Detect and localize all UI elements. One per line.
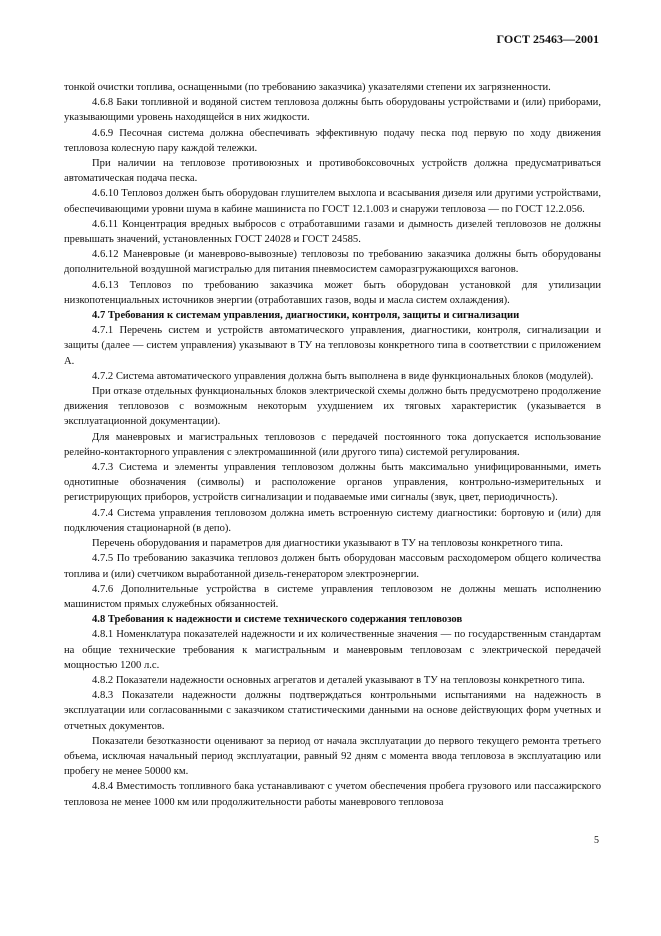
paragraph: 4.8.2 Показатели надежности основных агрегатов и деталей указывают в ТУ на тепловозы конкретного типа. bbox=[92, 674, 585, 686]
page-header-standard: ГОСТ 25463—2001 bbox=[496, 32, 599, 46]
paragraph: 4.8.4 Вместимость топливного бака устанавливают с учетом обеспечения пробега грузового или пассажирского тепловоза не менее 1000 км или продолжительности работы маневрового тепловоза bbox=[64, 781, 601, 808]
paragraph: 4.7.1 Перечень систем и устройств автоматического управления, диагностики, контроля, сигнализации и защиты (далее — систем управления) указывают в ТУ на тепловозы конкретного типа в соответствии с приложением А. bbox=[64, 325, 601, 367]
paragraph: 4.7.5 По требованию заказчика тепловоз должен быть оборудован массовым расходомером общего количества топлива и (или) счетчиком выработанной дизель-генератором электроэнергии. bbox=[64, 553, 601, 580]
paragraph: 4.8.3 Показатели надежности должны подтверждаться контрольными испытаниями на надежность в эксплуатации или согласованными с заказчиком статистическими данными на основе действующих форм учетных и отчетных документов. bbox=[64, 690, 601, 732]
paragraph: 4.6.8 Баки топливной и водяной систем тепловоза должны быть оборудованы устройствами и (или) приборами, указывающими уровень находящейся в них жидкости. bbox=[64, 97, 601, 124]
paragraph: 4.6.12 Маневровые (и маневрово-вывозные) тепловозы по требованию заказчика должны быть оборудованы дополнительной воздушной магистралью для питания пневмосистем саморазгружающихся вагонов. bbox=[64, 249, 601, 276]
paragraph: Для маневровых и магистральных тепловозов с передачей постоянного тока допускается использование релейно-контакторного управления с электромашинной (или другого типа) системой регулирования. bbox=[64, 431, 601, 458]
page-number: 5 bbox=[594, 835, 599, 846]
paragraph: 4.6.9 Песочная система должна обеспечивать эффективную подачу песка под первую по ходу движения тепловоза колесную пару каждой тележки. bbox=[64, 127, 601, 154]
paragraph: 4.8.1 Номенклатура показателей надежности и их количественные значения — по государственным стандартам на общие технические требования к магистральным и маневровым тепловозам с электрической передачей мощностью 1200 л.с. bbox=[64, 629, 601, 671]
paragraph: 4.6.11 Концентрация вредных выбросов с отработавшими газами и дымность дизелей тепловозов не должны превышать значений, установленных ГОСТ 24028 и ГОСТ 24585. bbox=[64, 218, 601, 246]
paragraph: 4.6.13 Тепловоз по требованию заказчика может быть оборудован установкой для утилизации низкопотенциальных источников энергии (отработавших газов, воды и масла систем охлаждения). bbox=[64, 279, 601, 306]
paragraph: 4.7.2 Система автоматического управления должна быть выполнена в виде функциональных блоков (модулей). bbox=[92, 370, 594, 382]
paragraph: При наличии на тепловозе противоюзных и противобоксовочных устройств должна предусматриваться автоматическая подача песка. bbox=[64, 158, 601, 185]
paragraph: 4.7.4 Система управления тепловозом должна иметь встроенную систему диагностики: бортовую и (или) для подключения стационарной (в депо). bbox=[64, 507, 601, 534]
paragraph: 4.6.10 Тепловоз должен быть оборудован глушителем выхлопа и всасывания дизеля или другими устройствами, обеспечивающими уровни шума в кабине машиниста по ГОСТ 12.1.003 и снаружи тепловоза — по ГОСТ 12.2.056. bbox=[64, 188, 601, 215]
paragraph: Показатели безотказности оценивают за период от начала эксплуатации до первого текущего ремонта третьего объема, исключая начальный период эксплуатации, равный 92 дням с момента ввода тепловоза в эксплуатацию или пробегу не менее 50000 км. bbox=[64, 735, 601, 778]
document-body bbox=[64, 80, 601, 810]
paragraph: Перечень оборудования и параметров для диагностики указывают в ТУ на тепловозы конкретного типа. bbox=[92, 538, 563, 550]
section-heading: 4.8 Требования к надежности и системе технического содержания тепловозов bbox=[92, 614, 463, 626]
paragraph: 4.7.3 Система и элементы управления тепловозом должны быть максимально унифицированными, иметь однотипные обозначения (символы) и расположение органов управления, контрольно-измерительных и регистрирующих приборов, устройств сигнализации и подаваемые ими сигналы (звук, цвет, периодичность). bbox=[64, 462, 601, 504]
paragraph: 4.7.6 Дополнительные устройства в системе управления тепловозом не должны мешать исполнению машинистом прямых служебных обязанностей. bbox=[64, 583, 601, 610]
paragraph: тонкой очистки топлива, оснащенными (по требованию заказчика) указателями степени их загрязненности. bbox=[64, 82, 551, 93]
section-heading: 4.7 Требования к системам управления, диагностики, контроля, защиты и сигнализации bbox=[92, 310, 520, 322]
paragraph: При отказе отдельных функциональных блоков электрической схемы должно быть предусмотрено продолжение движения тепловозов с возможным некоторым ухудшением их тяговых характеристик (указывается в эксплуатационной документации). bbox=[64, 386, 601, 428]
